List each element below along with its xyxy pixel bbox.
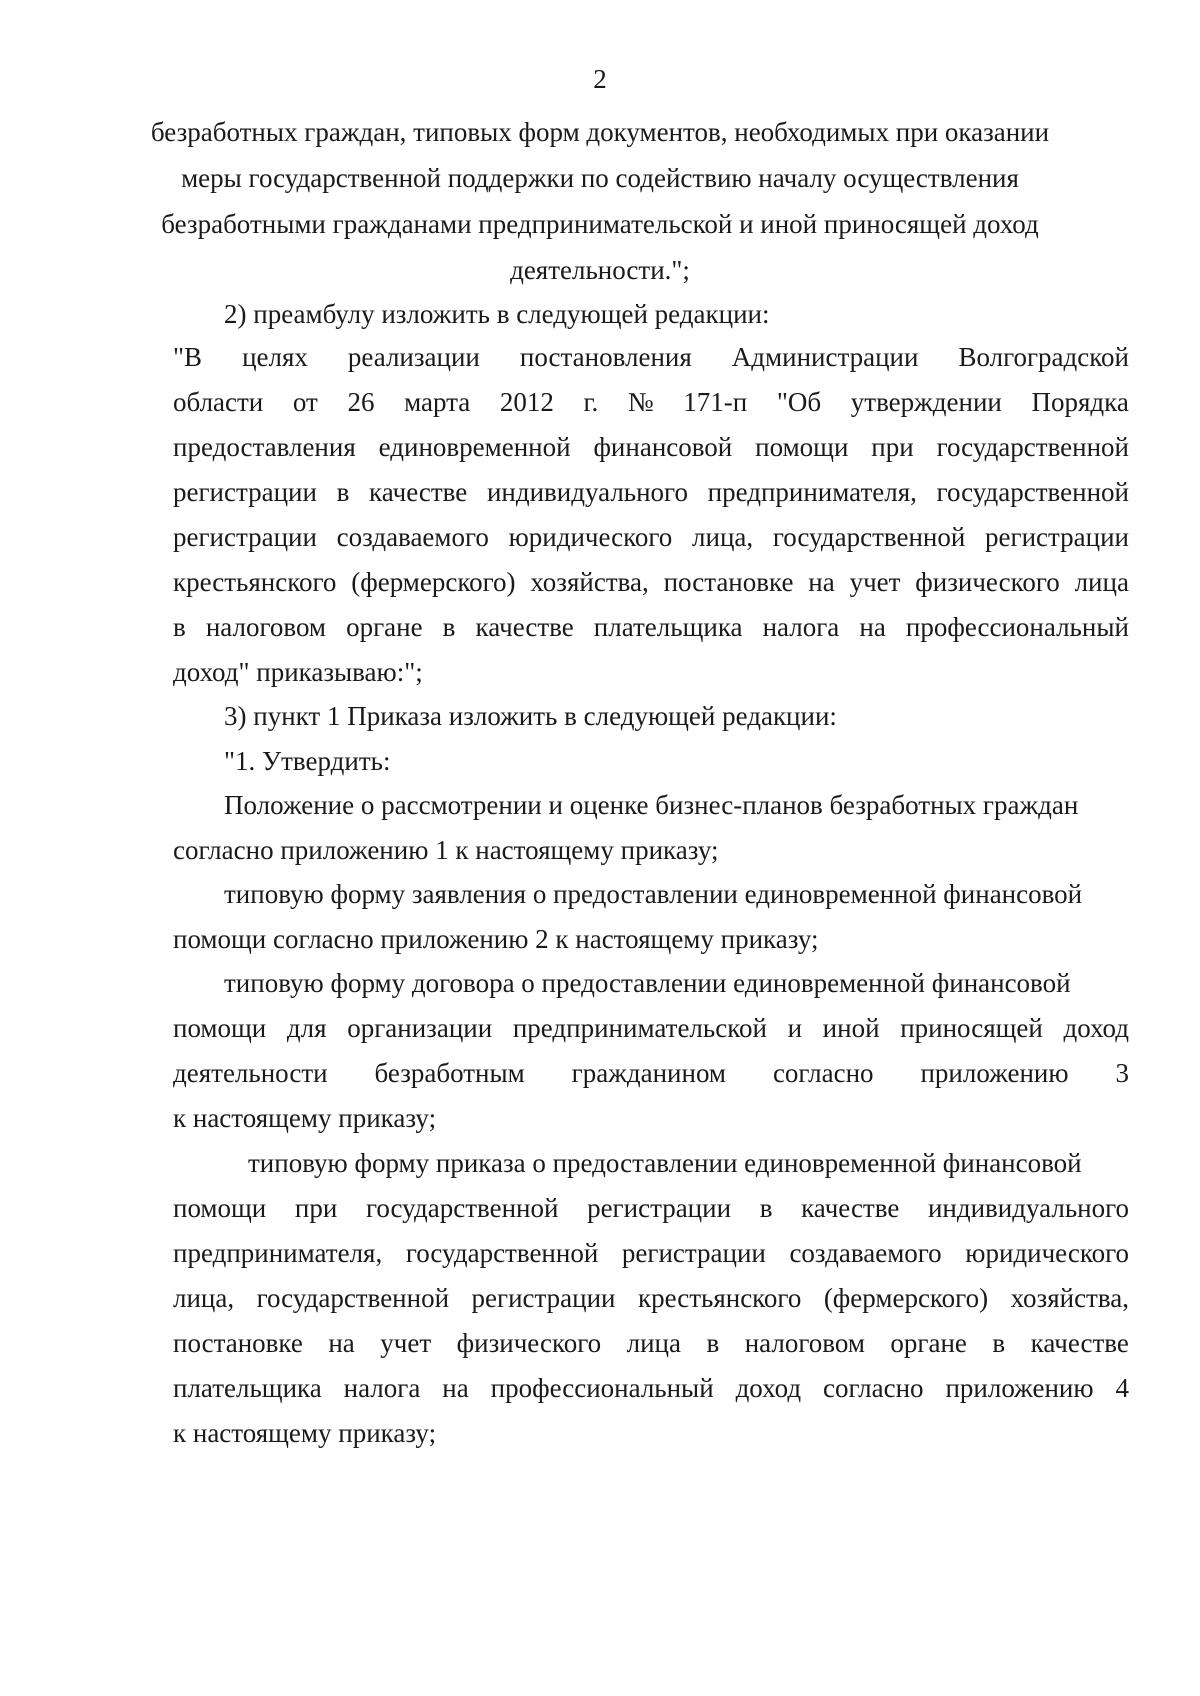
word: доход: [1063, 1013, 1129, 1043]
word: при: [294, 1193, 338, 1223]
p4-line-6: [173, 1372, 1129, 1404]
word: "В: [173, 342, 203, 372]
word: органе: [346, 612, 423, 642]
word: единовременной: [378, 432, 571, 462]
p2-line-2: помощи согласно приложению 2 к настоящему приказу;: [173, 924, 819, 954]
word: в: [336, 477, 350, 507]
word: при: [871, 432, 914, 462]
word: доход: [735, 1373, 802, 1403]
word: качестве: [475, 612, 574, 642]
word: государственной: [936, 432, 1129, 462]
word: хозяйства,: [530, 567, 649, 597]
word: плательщика: [173, 1373, 322, 1403]
word: согласно: [822, 1373, 924, 1403]
p2-line-1: типовую форму заявления о предоставлении единовременной финансовой: [224, 879, 1083, 909]
word: создаваемого: [336, 522, 489, 552]
word: иной: [822, 1013, 880, 1043]
word: 26: [347, 387, 375, 417]
word: регистрации: [173, 477, 317, 507]
word: и: [787, 1013, 803, 1043]
item2-line-7: [173, 611, 1129, 643]
word: постановке: [173, 1328, 303, 1358]
word: на: [859, 612, 886, 642]
word: индивидуального: [486, 477, 688, 507]
word: налога: [762, 612, 840, 642]
p4-line-3: [173, 1237, 1129, 1269]
word: приносящей: [900, 1013, 1043, 1043]
word: в: [706, 1328, 720, 1358]
word: 171-п: [683, 387, 748, 417]
word: юридического: [508, 522, 673, 552]
word: Администрации: [731, 342, 919, 372]
word: юридического: [965, 1238, 1129, 1268]
word: физического: [915, 567, 1060, 597]
word: предоставления: [173, 432, 356, 462]
word: государственной: [405, 1238, 599, 1268]
word: помощи: [755, 432, 849, 462]
header-line-3: безработными гражданами предпринимательской и иной приносящей доход: [161, 209, 1039, 239]
word: г.: [583, 387, 599, 417]
p4-line-5: [173, 1327, 1129, 1359]
p4-line-7: к настоящему приказу;: [173, 1418, 437, 1448]
item3-approve: "1. Утвердить:: [224, 746, 391, 776]
item3-heading: 3) пункт 1 Приказа изложить в следующей редакции:: [224, 701, 837, 731]
word: государственной: [256, 1283, 450, 1313]
p1-line-1: Положение о рассмотрении и оценке бизнес-планов безработных граждан: [224, 790, 1079, 820]
word: лица: [626, 1328, 681, 1358]
word: помощи: [173, 1013, 267, 1043]
word: Порядка: [1031, 387, 1129, 417]
word: помощи: [173, 1193, 267, 1223]
word: для: [286, 1013, 327, 1043]
word: на: [808, 567, 835, 597]
word: (фермерского): [351, 567, 516, 597]
word: органе: [890, 1328, 967, 1358]
word: финансовой: [593, 432, 733, 462]
word: государственной: [936, 477, 1129, 507]
word: индивидуального: [927, 1193, 1129, 1223]
word: постановления: [519, 342, 692, 372]
item2-line-6: [173, 566, 1129, 598]
header-line-2: меры государственной поддержки по содействию началу осуществления: [181, 163, 1019, 193]
word: учет: [380, 1328, 432, 1358]
word: в: [992, 1328, 1006, 1358]
p3-line-3: [173, 1057, 1129, 1089]
item2-heading: 2) преамбулу изложить в следующей редакции:: [224, 299, 770, 329]
item2-line-1: [173, 341, 1129, 373]
word: на: [442, 1373, 469, 1403]
word: от: [292, 387, 318, 417]
p4-line-2: [173, 1192, 1129, 1224]
word: профессиональный: [490, 1373, 714, 1403]
word: предпринимателя,: [707, 477, 917, 507]
word: хозяйства,: [1010, 1283, 1129, 1313]
word: постановке: [663, 567, 794, 597]
page-number: 2: [593, 64, 607, 94]
item2-line-3: [173, 431, 1129, 463]
header-line-1: безработных граждан, типовых форм документов, необходимых при оказании: [150, 117, 1050, 147]
word: учет: [849, 567, 901, 597]
p3-line-4: к настоящему приказу;: [173, 1103, 437, 1133]
word: реализации: [347, 342, 480, 372]
word: №: [627, 387, 654, 417]
word: области: [173, 387, 264, 417]
word: безработным: [374, 1058, 525, 1088]
p4-line-1: типовую форму приказа о предоставлении единовременной финансовой: [248, 1148, 1082, 1178]
word: профессиональный: [905, 612, 1129, 642]
word: регистрации: [621, 1238, 766, 1268]
word: качестве: [801, 1193, 900, 1223]
word: предпринимателя,: [173, 1238, 383, 1268]
word: в: [759, 1193, 773, 1223]
word: качестве: [1030, 1328, 1129, 1358]
word: лица,: [692, 522, 754, 552]
word: Волгоградской: [958, 342, 1129, 372]
word: в: [442, 612, 456, 642]
p1-line-2: согласно приложению 1 к настоящему приказу;: [173, 835, 719, 865]
word: в: [173, 612, 186, 642]
word: предпринимательской: [512, 1013, 767, 1043]
word: регистрации: [471, 1283, 616, 1313]
word: создаваемого: [789, 1238, 942, 1268]
word: налога: [343, 1373, 421, 1403]
word: плательщика: [593, 612, 743, 642]
word: налоговом: [205, 612, 327, 642]
word: гражданином: [571, 1058, 727, 1088]
item2-line-5: [173, 521, 1129, 553]
item2-line-4: [173, 476, 1129, 508]
word: государственной: [772, 522, 966, 552]
word: регистрации: [985, 522, 1129, 552]
p4-line-4: [173, 1282, 1129, 1314]
word: регистрации: [587, 1193, 732, 1223]
p3-line-2: [173, 1012, 1129, 1044]
word: качестве: [369, 477, 468, 507]
word: 3: [1115, 1058, 1129, 1088]
item2-line-2: [173, 386, 1129, 418]
word: организации: [347, 1013, 493, 1043]
word: на: [328, 1328, 355, 1358]
word: целях: [242, 342, 308, 372]
p3-line-1: типовую форму договора о предоставлении единовременной финансовой: [224, 968, 1071, 998]
word: 4: [1115, 1373, 1129, 1403]
word: приложению: [920, 1058, 1069, 1088]
word: регистрации: [173, 522, 317, 552]
header-line-4: деятельности.";: [510, 255, 690, 285]
item2-line-8: доход" приказываю:";: [173, 657, 423, 687]
word: 2012: [499, 387, 554, 417]
word: крестьянского: [173, 567, 337, 597]
word: государственной: [365, 1193, 559, 1223]
word: согласно: [772, 1058, 874, 1088]
word: марта: [404, 387, 471, 417]
word: (фермерского): [823, 1283, 989, 1313]
word: физического: [456, 1328, 602, 1358]
word: "Об: [776, 387, 822, 417]
word: лица,: [173, 1283, 235, 1313]
word: деятельности: [173, 1058, 328, 1088]
word: крестьянского: [637, 1283, 802, 1313]
word: приложению: [945, 1373, 1094, 1403]
word: лица: [1074, 567, 1129, 597]
word: налоговом: [744, 1328, 865, 1358]
word: утверждении: [850, 387, 1002, 417]
